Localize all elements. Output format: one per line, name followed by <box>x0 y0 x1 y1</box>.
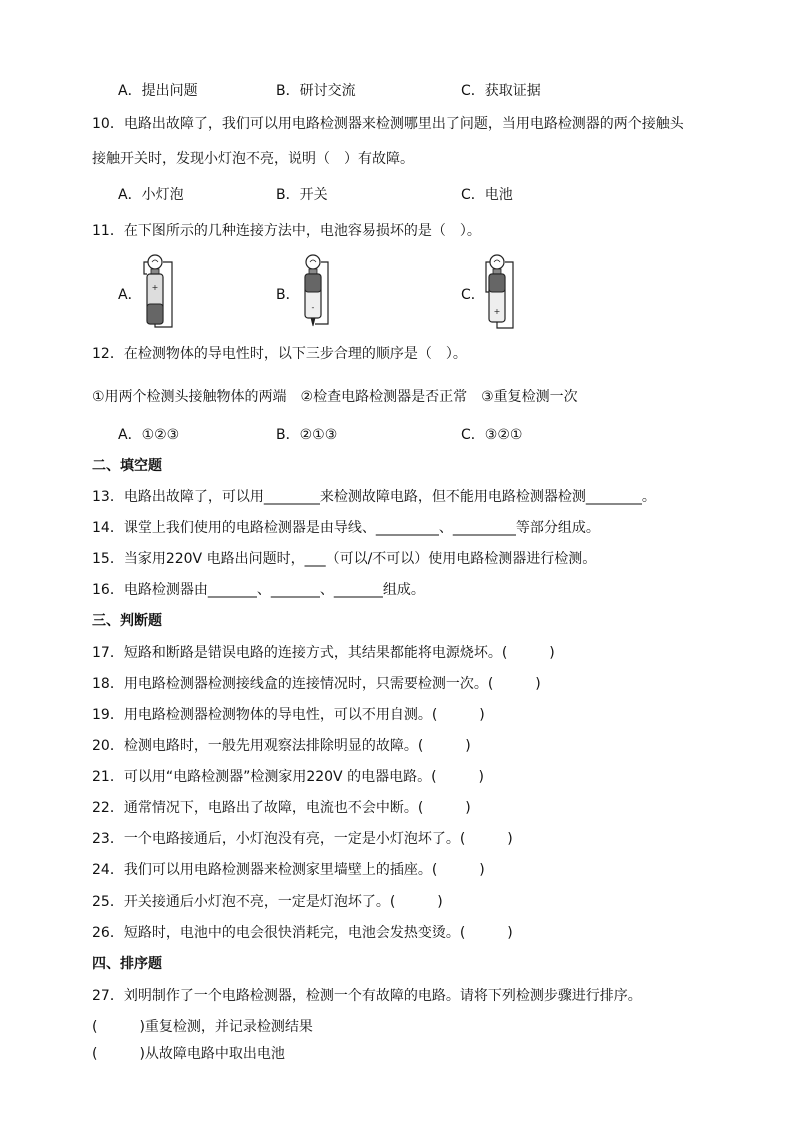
q15-text: 15．当家用220V 电路出问题时，___（可以/不可以）使用电路检测器进行检测。 <box>92 551 597 567</box>
q27-step-2: ( )从故障电路中取出电池 <box>92 1046 285 1062</box>
q10-stem-line2: 接触开关时，发现小灯泡不亮，说明（ ）有故障。 <box>92 151 414 167</box>
svg-text:+: + <box>493 307 501 316</box>
q25-text: 25．开关接通后小灯泡不亮，一定是灯泡坏了。( ) <box>92 894 443 910</box>
q26-text: 26．短路时，电池中的电会很快消耗完，电池会发热变烫。( ) <box>92 925 513 941</box>
q16-text: 16．电路检测器由_______、_______、_______组成。 <box>92 582 425 598</box>
svg-text:+: + <box>151 283 159 292</box>
q12-stem: 12．在检测物体的导电性时，以下三步合理的顺序是（ ）。 <box>92 346 467 362</box>
q10-option-c: C．电池 <box>461 187 513 203</box>
q27-stem: 27．刘明制作了一个电路检测器，检测一个有故障的电路。请将下列检测步骤进行排序。 <box>92 988 642 1004</box>
section-judgement-heading: 三、判断题 <box>92 613 162 629</box>
q12-option-b: B．②①③ <box>276 427 338 443</box>
circuit-figure-b <box>298 252 334 332</box>
q13-text: 13．电路出故障了，可以用________来检测故障电路，但不能用电路检测器检测________。 <box>92 489 656 505</box>
q12-steps: ①用两个检测头接触物体的两端 ②检查电路检测器是否正常 ③重复检测一次 <box>92 389 578 405</box>
q9-option-b: B．研讨交流 <box>276 83 356 99</box>
q14-text: 14．课堂上我们使用的电路检测器是由导线、_________、_________等部分组成。 <box>92 520 600 536</box>
q9-option-a: A．提出问题 <box>118 83 198 99</box>
q24-text: 24．我们可以用电路检测器来检测家里墙壁上的插座。( ) <box>92 862 485 878</box>
q10-option-b: B．开关 <box>276 187 328 203</box>
q19-text: 19．用电路检测器检测物体的导电性，可以不用自测。( ) <box>92 707 485 723</box>
q22-text: 22．通常情况下，电路出了故障，电流也不会中断。( ) <box>92 800 471 816</box>
q21-text: 21．可以用“电路检测器”检测家用220V 的电器电路。( ) <box>92 769 484 785</box>
section-fill-blank-heading: 二、填空题 <box>92 458 162 474</box>
q11-label-a: A． <box>118 287 142 303</box>
q11-label-c: C． <box>461 287 485 303</box>
q23-text: 23．一个电路接通后，小灯泡没有亮，一定是小灯泡坏了。( ) <box>92 831 513 847</box>
q12-option-a: A．①②③ <box>118 427 180 443</box>
q11-stem: 11．在下图所示的几种连接方法中，电池容易损坏的是（ ）。 <box>92 223 481 239</box>
q10-stem-line1: 10．电路出故障了，我们可以用电路检测器来检测哪里出了问题，当用电路检测器的两个接触头 <box>92 116 684 132</box>
q11-label-b: B． <box>276 287 300 303</box>
q10-option-a: A．小灯泡 <box>118 187 184 203</box>
circuit-figure-a <box>140 252 176 332</box>
svg-text:-: - <box>311 303 315 312</box>
q20-text: 20．检测电路时，一般先用观察法排除明显的故障。( ) <box>92 738 471 754</box>
circuit-figure-c <box>482 252 518 332</box>
q12-option-c: C．③②① <box>461 427 523 443</box>
section-ordering-heading: 四、排序题 <box>92 956 162 972</box>
q18-text: 18．用电路检测器检测接线盒的连接情况时，只需要检测一次。( ) <box>92 676 541 692</box>
q27-step-1: ( )重复检测，并记录检测结果 <box>92 1019 313 1035</box>
q9-option-c: C．获取证据 <box>461 83 541 99</box>
q17-text: 17．短路和断路是错误电路的连接方式，其结果都能将电源烧坏。( ) <box>92 645 555 661</box>
